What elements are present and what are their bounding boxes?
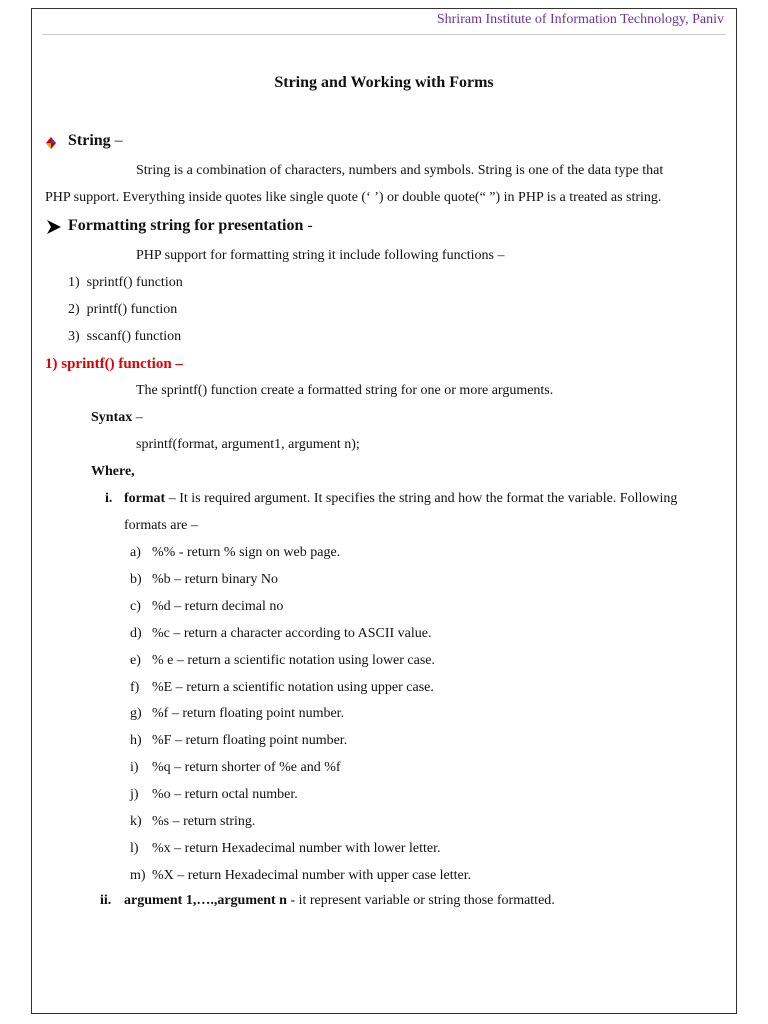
page-border	[31, 8, 737, 1014]
format-list-item	[130, 705, 344, 723]
format-text: %F – return floating point number.	[152, 733, 348, 748]
format-text: %d – return decimal no	[152, 599, 284, 614]
sprintf-heading: 1) sprintf() function –	[45, 356, 183, 372]
format-letter: g)	[130, 706, 142, 721]
function-num: 1)	[68, 275, 80, 290]
string-para-line1: String is a combination of characters, numbers and symbols. String is one of the data type that	[136, 163, 664, 178]
string-heading	[68, 132, 123, 150]
function-label: sprintf() function	[86, 275, 183, 290]
format-text: % e – return a scientific notation using lower case.	[152, 653, 436, 668]
param-i-num	[105, 490, 112, 508]
param-ii-num	[100, 892, 111, 910]
format-text: %b – return binary No	[152, 572, 278, 587]
format-text: %o – return octal number.	[152, 787, 298, 802]
function-label: printf() function	[86, 302, 178, 317]
syntax-label-dash: –	[132, 410, 143, 425]
string-heading-dash: –	[110, 132, 123, 149]
string-para-line2: PHP support. Everything inside quotes like single quote (‘ ’) or double quote(“ ”) in PHP is a treated as string.	[45, 190, 662, 205]
format-list-item	[130, 652, 435, 670]
syntax-code: sprintf(format, argument1, argument n);	[136, 437, 360, 452]
format-list-item	[130, 571, 278, 589]
format-list-item	[130, 598, 283, 616]
format-text: %f – return floating point number.	[152, 706, 345, 721]
string-heading-text: String	[68, 132, 111, 149]
format-text: %x – return Hexadecimal number with lower letter.	[152, 841, 441, 856]
param-i-desc2: formats are –	[124, 518, 198, 533]
function-list-item	[68, 328, 181, 346]
param-ii-number: ii.	[100, 893, 112, 908]
format-text: %q – return shorter of %e and %f	[152, 760, 341, 775]
format-text: %E – return a scientific notation using upper case.	[152, 680, 434, 695]
format-letter: e)	[130, 653, 141, 668]
format-list-item	[130, 732, 347, 750]
param-ii-name: argument 1,….,argument n	[124, 893, 287, 908]
param-i-name: format	[124, 491, 166, 506]
format-list-item	[130, 813, 255, 831]
param-i-line	[124, 490, 677, 508]
format-list-item	[130, 786, 298, 804]
param-ii-desc: - it represent variable or string those formatted.	[286, 893, 555, 908]
formatting-intro: PHP support for formatting string it include following functions –	[136, 248, 505, 263]
format-letter: j)	[130, 787, 139, 802]
format-list-item	[130, 679, 434, 697]
format-letter: k)	[130, 814, 142, 829]
format-letter: h)	[130, 733, 142, 748]
format-list-item	[130, 544, 340, 562]
param-i-desc: – It is required argument. It specifies the string and how the format the variable. Following	[165, 491, 678, 506]
formatting-heading-dash: -	[303, 217, 313, 234]
formatting-heading	[68, 217, 313, 235]
format-letter: f)	[130, 680, 140, 695]
format-text: %s – return string.	[152, 814, 256, 829]
arrow-bullet-icon	[46, 219, 62, 235]
where-label: Where,	[91, 464, 135, 479]
function-label: sscanf() function	[86, 329, 182, 344]
format-text: %% - return % sign on web page.	[152, 545, 341, 560]
format-letter: l)	[130, 841, 139, 856]
page-title: String and Working with Forms	[274, 74, 494, 91]
param-i-number: i.	[105, 491, 113, 506]
format-letter: a)	[130, 545, 141, 560]
function-num: 3)	[68, 329, 80, 344]
format-letter: m)	[130, 868, 146, 883]
function-list-item	[68, 301, 177, 319]
format-list-item	[130, 625, 432, 643]
format-letter: d)	[130, 626, 142, 641]
function-num: 2)	[68, 302, 80, 317]
header-rule	[42, 34, 726, 35]
format-letter: i)	[130, 760, 139, 775]
format-text: %X – return Hexadecimal number with upper case letter.	[152, 868, 472, 883]
institute-header: Shriram Institute of Information Technology, Paniv	[436, 12, 724, 27]
format-letter: c)	[130, 599, 141, 614]
format-list-item	[130, 759, 341, 777]
function-list-item	[68, 274, 183, 292]
diamond-bullet-icon	[44, 136, 58, 150]
format-letter: b)	[130, 572, 142, 587]
sprintf-description: The sprintf() function create a formatted string for one or more arguments.	[136, 383, 554, 398]
format-text: %c – return a character according to ASCII value.	[152, 626, 432, 641]
param-ii-line	[124, 892, 555, 910]
syntax-label-text: Syntax	[91, 410, 133, 425]
formatting-heading-text: Formatting string for presentation	[68, 217, 304, 234]
format-list-item	[130, 867, 471, 885]
syntax-label	[91, 409, 143, 427]
format-list-item	[130, 840, 440, 858]
